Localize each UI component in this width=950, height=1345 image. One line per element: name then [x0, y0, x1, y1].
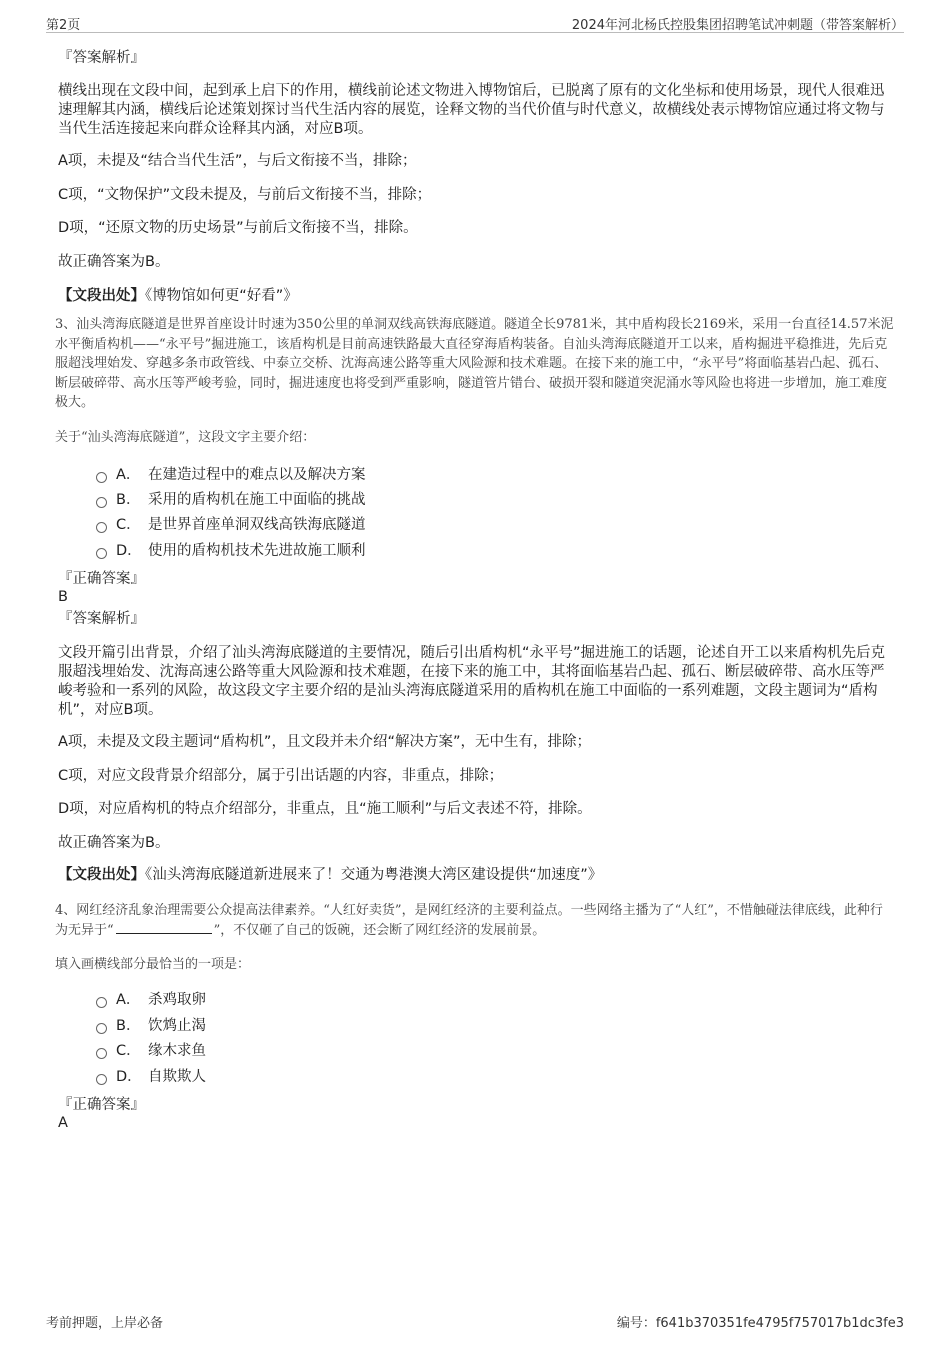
- document-code: 编号：f641b370351fe4795f757017b1dc3fe3: [616, 1316, 904, 1331]
- document-title: 2024年河北杨氏控股集团招聘笔试冲刺题（带答案解析）: [571, 18, 904, 33]
- q3-option-a[interactable]: A． 在建造过程中的难点以及解决方案: [96, 465, 366, 485]
- radio-icon[interactable]: [96, 497, 107, 508]
- q3-analysis-text: 文段开篇引出背景，介绍了汕头湾海底隧道的主要情况，随后引出盾构机“永平号”掘进施工的话题，论述自开工以来盾构机先后克服超浅埋始发、沈海高速公路等重大风险源和技术难题，在接下来的施工中，其将面临基岩凸起、孤石、断层破碎带、高水压等严峻考验和一系列的风险，故这段文字主要介绍的是汕头湾海底隧道采用的盾构机在施工中面临的一系列难题，文段主题词为“盾构机”，对应B项。: [58, 645, 886, 718]
- q2-option-c-note: C项，“文物保护”文段未提及，与前后文衔接不当，排除；: [58, 187, 432, 203]
- q3-option-c[interactable]: C． 是世界首座单洞双线高铁海底隧道: [96, 515, 366, 535]
- q4-option-d[interactable]: D． 自欺欺人: [96, 1067, 206, 1087]
- q3-source: [58, 866, 893, 885]
- q3-answer: B: [58, 589, 68, 605]
- q3-stem: 3、汕头湾海底隧道是世界首座设计时速为350公里的单洞双线高铁海底隧道。隧道全长9781米，其中盾构段长2169米，采用一台直径14.57米泥水平衡盾构机——“永平号”掘进施工，该盾构机是目前高速铁路最大直径穿海盾构装备。自汕头湾海底隧道开工以来，盾构掘进平稳推进，先后克服超浅埋始发、穿越多条市政管线、中泰立交桥、沈海高速公路等重大风险源和技术难题。在接下来的施工中，“永平号”将面临基岩凸起、孤石、断层破碎带、高水压等严峻考验，同时，掘进速度也将受到严重影响，隧道管片错台、破损开裂和隧道突泥涌水等风险也将进一步增加，施工难度极大。: [55, 317, 894, 410]
- source-tag: 【文段出处】: [58, 867, 145, 883]
- radio-icon[interactable]: [96, 997, 107, 1008]
- source-tag: 【文段出处】: [58, 288, 145, 304]
- q2-source: [58, 287, 893, 306]
- q3-option-c-note: C项，对应文段背景介绍部分，属于引出话题的内容，非重点，排除；: [58, 768, 504, 784]
- page-header: [46, 12, 904, 33]
- q3-option-d-note: D项，对应盾构机的特点介绍部分，非重点，且“施工顺利”与后文表述不符，排除。: [58, 801, 592, 817]
- q3-option-a-note: A项，未提及文段主题词“盾构机”，且文段并未介绍“解决方案”，无中生有，排除；: [58, 734, 591, 750]
- q3-option-b[interactable]: B． 采用的盾构机在施工中面临的挑战: [96, 490, 366, 510]
- q4-option-b[interactable]: B． 饮鸩止渴: [96, 1016, 206, 1036]
- q3-analysis-label: 『答案解析』: [58, 611, 145, 627]
- q3-option-d[interactable]: D． 使用的盾构机技术先进故施工顺利: [96, 541, 366, 561]
- radio-icon[interactable]: [96, 1074, 107, 1085]
- page-footer: [46, 1312, 904, 1332]
- q2-analysis-label: 『答案解析』: [58, 50, 145, 66]
- q4-option-a[interactable]: A． 杀鸡取卵: [96, 990, 206, 1010]
- q2-analysis-text: 横线出现在文段中间，起到承上启下的作用，横线前论述文物进入博物馆后，已脱离了原有的文化坐标和使用场景，现代人很难迅速理解其内涵，横线后论述策划探讨当代生活内容的展览，诠释文物的当代价值与时代意义，故横线处表示博物馆应通过将文物与当代生活连接起来向群众诠释其内涵，对应B项。: [58, 83, 885, 137]
- q4-answer: A: [58, 1115, 68, 1131]
- q3-prompt: 关于“汕头湾海底隧道”，这段文字主要介绍：: [55, 430, 316, 445]
- page-number: 第2页: [46, 18, 81, 33]
- radio-icon[interactable]: [96, 522, 107, 533]
- q2-conclusion: 故正确答案为B。: [58, 254, 170, 270]
- q4-answer-label: 『正确答案』: [58, 1097, 145, 1113]
- q3-conclusion: 故正确答案为B。: [58, 835, 170, 851]
- footer-slogan: 考前押题，上岸必备: [46, 1316, 164, 1331]
- radio-icon[interactable]: [96, 1023, 107, 1034]
- q4-option-c[interactable]: C． 缘木求鱼: [96, 1041, 206, 1061]
- fill-blank: [116, 921, 212, 934]
- source-title: 《博物馆如何更“好看”》: [145, 288, 298, 304]
- radio-icon[interactable]: [96, 548, 107, 559]
- q4-prompt: 填入画横线部分最恰当的一项是：: [55, 957, 251, 972]
- radio-icon[interactable]: [96, 1048, 107, 1059]
- q3-answer-label: 『正确答案』: [58, 571, 145, 587]
- q2-option-a-note: A项，未提及“结合当代生活”，与后文衔接不当，排除；: [58, 153, 417, 169]
- source-title: 《汕头湾海底隧道新进展来了！交通为粤港澳大湾区建设提供“加速度”》: [145, 867, 603, 883]
- q4-stem: 4、网红经济乱象治理需要公众提高法律素养。“人红好卖货”，是网红经济的主要利益点。一些网络主播为了“人红”，不惜触碰法律底线，此种行为无异于“ ”，不仅砸了自己的饭碗，还会断了网红经济的发展前景。: [55, 903, 883, 938]
- q2-option-d-note: D项，“还原文物的历史场景”与前后文衔接不当，排除。: [58, 220, 418, 236]
- radio-icon[interactable]: [96, 472, 107, 483]
